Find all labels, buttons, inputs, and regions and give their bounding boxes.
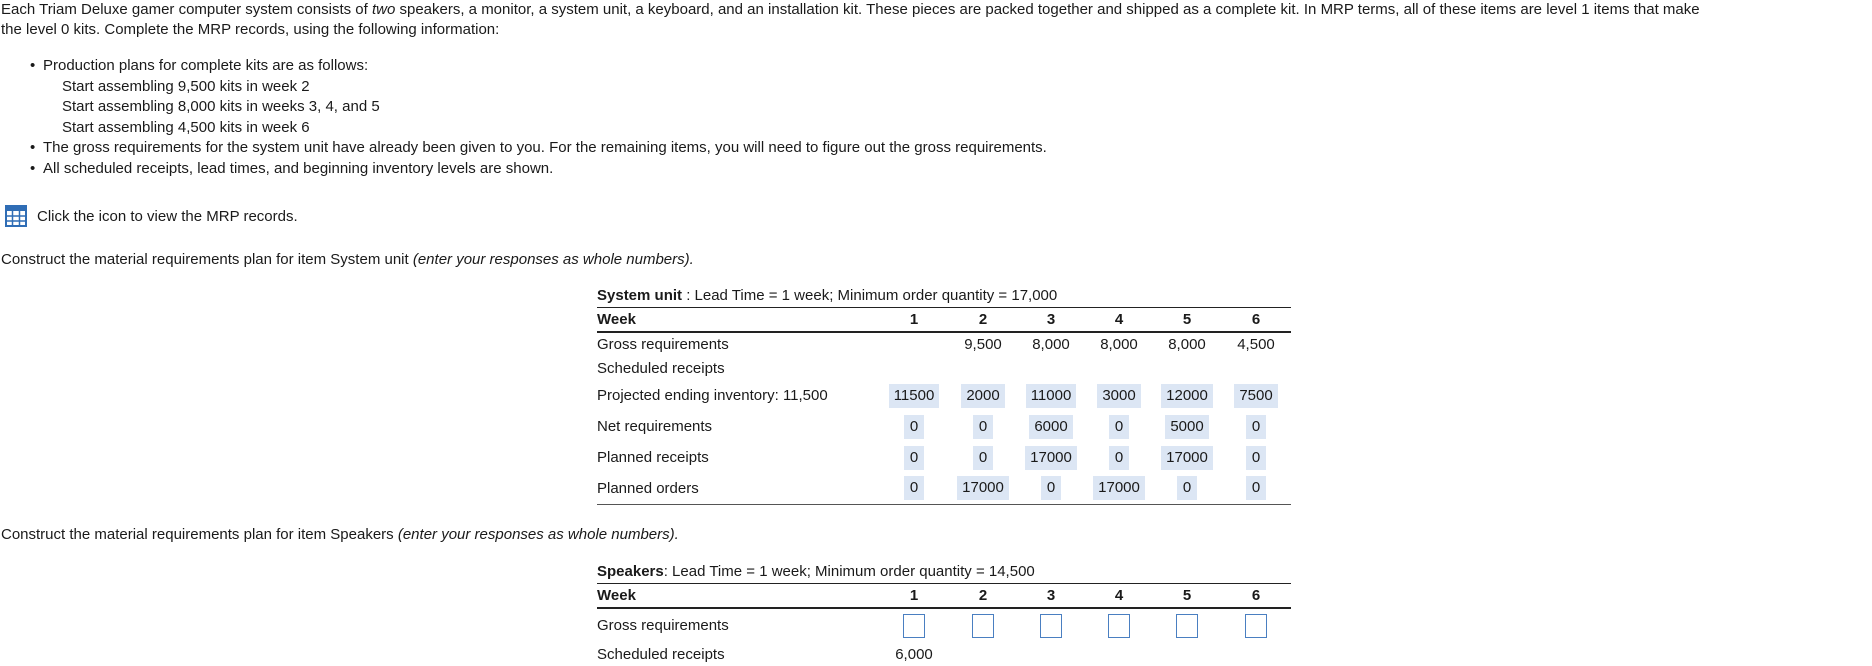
- speakers-table: [597, 583, 1291, 666]
- week-number: 5: [1182, 311, 1192, 328]
- week-header-row: [597, 584, 1291, 609]
- scheduled-receipts-row: Scheduled receipts: [597, 359, 725, 377]
- intro-text-c: the level 0 kits. Complete the MRP records, using the following information:: [1, 21, 500, 38]
- answer-cell[interactable]: 0: [904, 476, 924, 500]
- answer-cell[interactable]: 0: [1246, 446, 1266, 470]
- gross-requirements-input[interactable]: [972, 614, 994, 638]
- answer-cell[interactable]: 5000: [1165, 415, 1208, 439]
- week-number: 6: [1251, 311, 1261, 328]
- answer-cell[interactable]: 17000: [1161, 446, 1213, 470]
- answer-cell[interactable]: 3000: [1097, 384, 1140, 408]
- gross-requirements-input[interactable]: [1245, 614, 1267, 638]
- plan-line: Start assembling 8,000 kits in weeks 3, 4, and 5: [62, 98, 380, 115]
- answer-cell[interactable]: 0: [1109, 446, 1129, 470]
- answer-cell[interactable]: 6000: [1029, 415, 1072, 439]
- answer-cell[interactable]: 17000: [957, 476, 1009, 500]
- answer-cell[interactable]: 0: [1109, 415, 1129, 439]
- answer-cell[interactable]: 0: [973, 415, 993, 439]
- system-unit-table: [597, 307, 1291, 505]
- system-unit-mrp: [597, 285, 1291, 505]
- week-label: Week: [597, 587, 636, 604]
- scheduled-receipts-row: Scheduled receipts 6,000: [597, 642, 1291, 666]
- plan-line: Start assembling 4,500 kits in week 6: [62, 118, 310, 136]
- answer-cell[interactable]: 0: [904, 415, 924, 439]
- answer-cell[interactable]: 0: [1246, 415, 1266, 439]
- problem-intro: [1, 0, 1869, 40]
- answer-cell[interactable]: 0: [1246, 476, 1266, 500]
- week-label: Week: [597, 311, 636, 328]
- week-number: 2: [978, 587, 988, 604]
- construct-speakers: Construct the material requirements plan for item Speakers (enter your responses as whole numbers).: [1, 526, 679, 543]
- week-number: 3: [1046, 311, 1056, 328]
- week-number: 2: [978, 311, 988, 328]
- week-header-row: [597, 308, 1291, 333]
- week-number: 1: [909, 311, 919, 328]
- intro-text-b: speakers, a monitor, a system unit, a keyboard, and an installation kit. These pieces are packed together and shipped as a complete kit. In MRP terms, all of these items are level 1 items that make: [395, 1, 1700, 18]
- answer-cell[interactable]: 17000: [1093, 476, 1145, 500]
- week-number: 3: [1046, 587, 1056, 604]
- gross-requirements-input[interactable]: [1040, 614, 1062, 638]
- gross-requirements-input[interactable]: [903, 614, 925, 638]
- week-number: 4: [1114, 587, 1124, 604]
- week-number: 1: [909, 587, 919, 604]
- planned-receipts-row: Planned receipts 0 0 17000 0 17000 0: [597, 442, 1291, 473]
- week-number: 4: [1114, 311, 1124, 328]
- bullet-gross-requirements: • The gross requirements for the system unit have already been given to you. For the remaining items, you will need to figure out the gross requirements.: [30, 138, 1047, 159]
- item-name: Speakers: [597, 563, 664, 580]
- answer-cell[interactable]: 11000: [1026, 384, 1077, 408]
- intro-text-a: Each Triam Deluxe gamer computer system consists of: [1, 1, 372, 18]
- table-grid-icon[interactable]: [5, 205, 27, 227]
- speakers-mrp: [597, 561, 1291, 666]
- week-number: 5: [1182, 587, 1192, 604]
- gross-requirements-input[interactable]: [1176, 614, 1198, 638]
- answer-cell[interactable]: 11500: [889, 384, 940, 408]
- system-unit-caption: System unit : Lead Time = 1 week; Minimum order quantity = 17,000: [597, 287, 1058, 304]
- gross-requirements-row: Gross requirements: [597, 608, 1291, 642]
- planned-orders-row: Planned orders 0 17000 0 17000 0 0: [597, 473, 1291, 504]
- answer-cell[interactable]: 0: [904, 446, 924, 470]
- speakers-caption: Speakers: Lead Time = 1 week; Minimum order quantity = 14,500: [597, 563, 1035, 580]
- answer-cell[interactable]: 0: [973, 446, 993, 470]
- bullet-production-plans: • Production plans for complete kits are as follows: Start assembling 9,500 kits in week 2 Start assembling 8,000 kits in weeks 3, 4, and 5 Start assembling 4,500 kits in week 6: [30, 56, 1047, 138]
- construct-system-unit: Construct the material requirements plan for item System unit (enter your responses as whole numbers).: [1, 251, 694, 268]
- answer-cell[interactable]: 0: [1041, 476, 1061, 500]
- net-requirements-row: Net requirements 0 0 6000 0 5000 0: [597, 411, 1291, 442]
- answer-cell[interactable]: 2000: [961, 384, 1004, 408]
- gross-requirements-input[interactable]: [1108, 614, 1130, 638]
- answer-cell[interactable]: 17000: [1025, 446, 1077, 470]
- bullet-scheduled-receipts: • All scheduled receipts, lead times, and beginning inventory levels are shown.: [30, 159, 1047, 180]
- icon-instruction: Click the icon to view the MRP records.: [37, 207, 298, 225]
- answer-cell[interactable]: 7500: [1234, 384, 1277, 408]
- plan-line: Start assembling 9,500 kits in week 2: [62, 77, 310, 95]
- answer-cell[interactable]: 12000: [1161, 384, 1213, 408]
- view-mrp-records-link: [5, 205, 298, 227]
- intro-emphasis: two: [371, 1, 396, 18]
- scheduled-receipt-value: 6,000: [895, 645, 933, 663]
- projected-inventory-row: Projected ending inventory: 11,500 11500 2000 11000 3000 12000 7500: [597, 380, 1291, 411]
- item-name: System unit: [597, 287, 683, 304]
- answer-cell[interactable]: 0: [1177, 476, 1197, 500]
- info-bullets: [30, 56, 1047, 179]
- week-number: 6: [1251, 587, 1261, 604]
- gross-requirements-row: Gross requirements 9,500 8,000 8,000 8,000 4,500: [597, 336, 1275, 353]
